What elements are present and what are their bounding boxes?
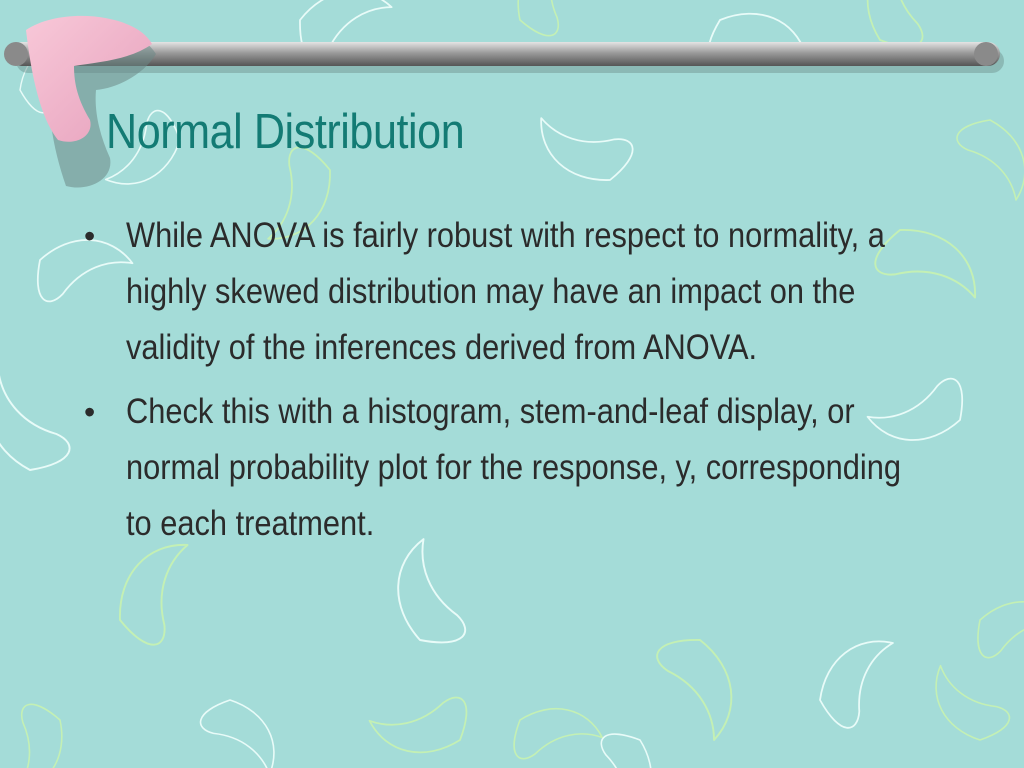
bullet-item [84, 208, 984, 376]
bullet-text: While ANOVA is fairly robust with respect to normality, a highly skewed distribution may have an impact on the validity of the inferences derived from ANOVA. [126, 216, 885, 367]
bullet-marker: • [84, 394, 96, 430]
bullet-text: Check this with a histogram, stem-and-leaf display, or normal probability plot for the response, y, corresponding to each treatment. [126, 392, 901, 543]
slide-title: Normal Distribution [106, 105, 465, 159]
bullet-list [84, 208, 984, 560]
bullet-item [84, 384, 984, 552]
curtain-rod-icon [4, 42, 1004, 73]
bullet-marker: • [84, 218, 96, 254]
header-decoration [0, 0, 1024, 200]
boomerang-icon [26, 16, 156, 188]
